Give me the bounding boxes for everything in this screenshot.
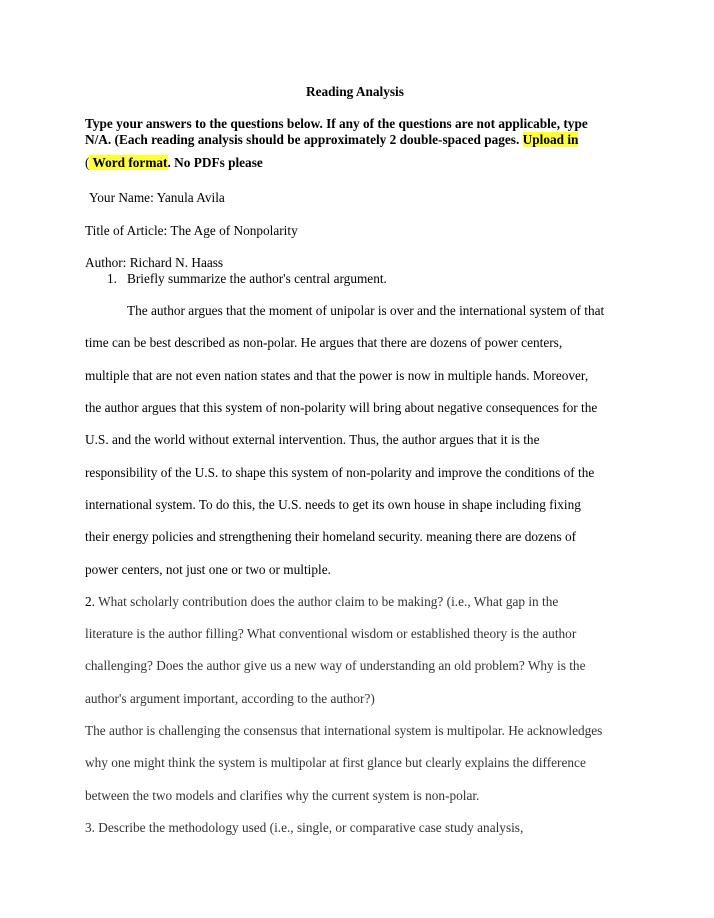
highlight-word-format: Word format — [89, 155, 168, 170]
highlight-upload-in: Upload in — [522, 132, 579, 147]
q2-question-text: What scholarly contribution does the author claim to be making? (i.e., What gap in the — [94, 594, 559, 609]
instructions-line-3-text: . No PDFs please — [167, 155, 263, 170]
document-title: Reading Analysis — [306, 84, 404, 99]
q2-answer-line: why one might think the system is multipolar at first glance but clearly explains the difference — [85, 755, 586, 770]
q1-answer-line: international system. To do this, the U.S. needs to get its own house in shape including fixing — [85, 497, 581, 512]
q1-number: 1. — [107, 271, 117, 286]
q3-question-line: 3. Describe the methodology used (i.e., single, or comparative case study analysis, — [85, 820, 524, 835]
q1-answer-line: responsibility of the U.S. to shape this system of non-polarity and improve the conditions of the — [85, 465, 595, 480]
q2-question-line: author's argument important, according to the author?) — [85, 691, 375, 706]
instructions-paren: ( — [85, 155, 90, 170]
instructions-line-1: Type your answers to the questions below. If any of the questions are not applicable, type — [85, 116, 588, 131]
q1-answer-line: The author argues that the moment of unipolar is over and the international system of that — [127, 303, 605, 318]
q1-question: Briefly summarize the author's central argument. — [127, 271, 387, 286]
q2-question-line — [85, 594, 558, 610]
q1-answer-line: their energy policies and strengthening their homeland security. meaning there are dozens of — [85, 529, 577, 544]
instructions-line-2-text: N/A. (Each reading analysis should be approximately 2 double-spaced pages. — [85, 132, 523, 147]
q1-answer-line: U.S. and the world without external intervention. Thus, the author argues that it is the — [85, 432, 540, 447]
field-author: Author: Richard N. Haass — [85, 255, 224, 270]
q1-answer-line: multiple that are not even nation states and that the power is now in multiple hands. Moreover, — [85, 368, 589, 383]
instructions-line-3 — [85, 155, 263, 171]
q2-answer-line: between the two models and clarifies why the current system is non-polar. — [85, 788, 480, 803]
q1-answer-line: power centers, not just one or two or multiple. — [85, 562, 331, 577]
field-your-name: Your Name: Yanula Avila — [89, 190, 225, 205]
q1-answer-line: the author argues that this system of non-polarity will bring about negative consequences for the — [85, 400, 598, 415]
field-article-title: Title of Article: The Age of Nonpolarity — [85, 223, 298, 238]
q2-question-line: literature is the author filling? What conventional wisdom or established theory is the author — [85, 626, 577, 641]
q2-number: 2. — [85, 594, 95, 609]
q2-answer-line: The author is challenging the consensus that international system is multipolar. He acknowledges — [85, 723, 603, 738]
q2-question-line: challenging? Does the author give us a new way of understanding an old problem? Why is the — [85, 658, 586, 673]
instructions-line-2 — [85, 132, 578, 148]
q1-answer-line: time can be best described as non-polar. He argues that there are dozens of power centers, — [85, 335, 563, 350]
